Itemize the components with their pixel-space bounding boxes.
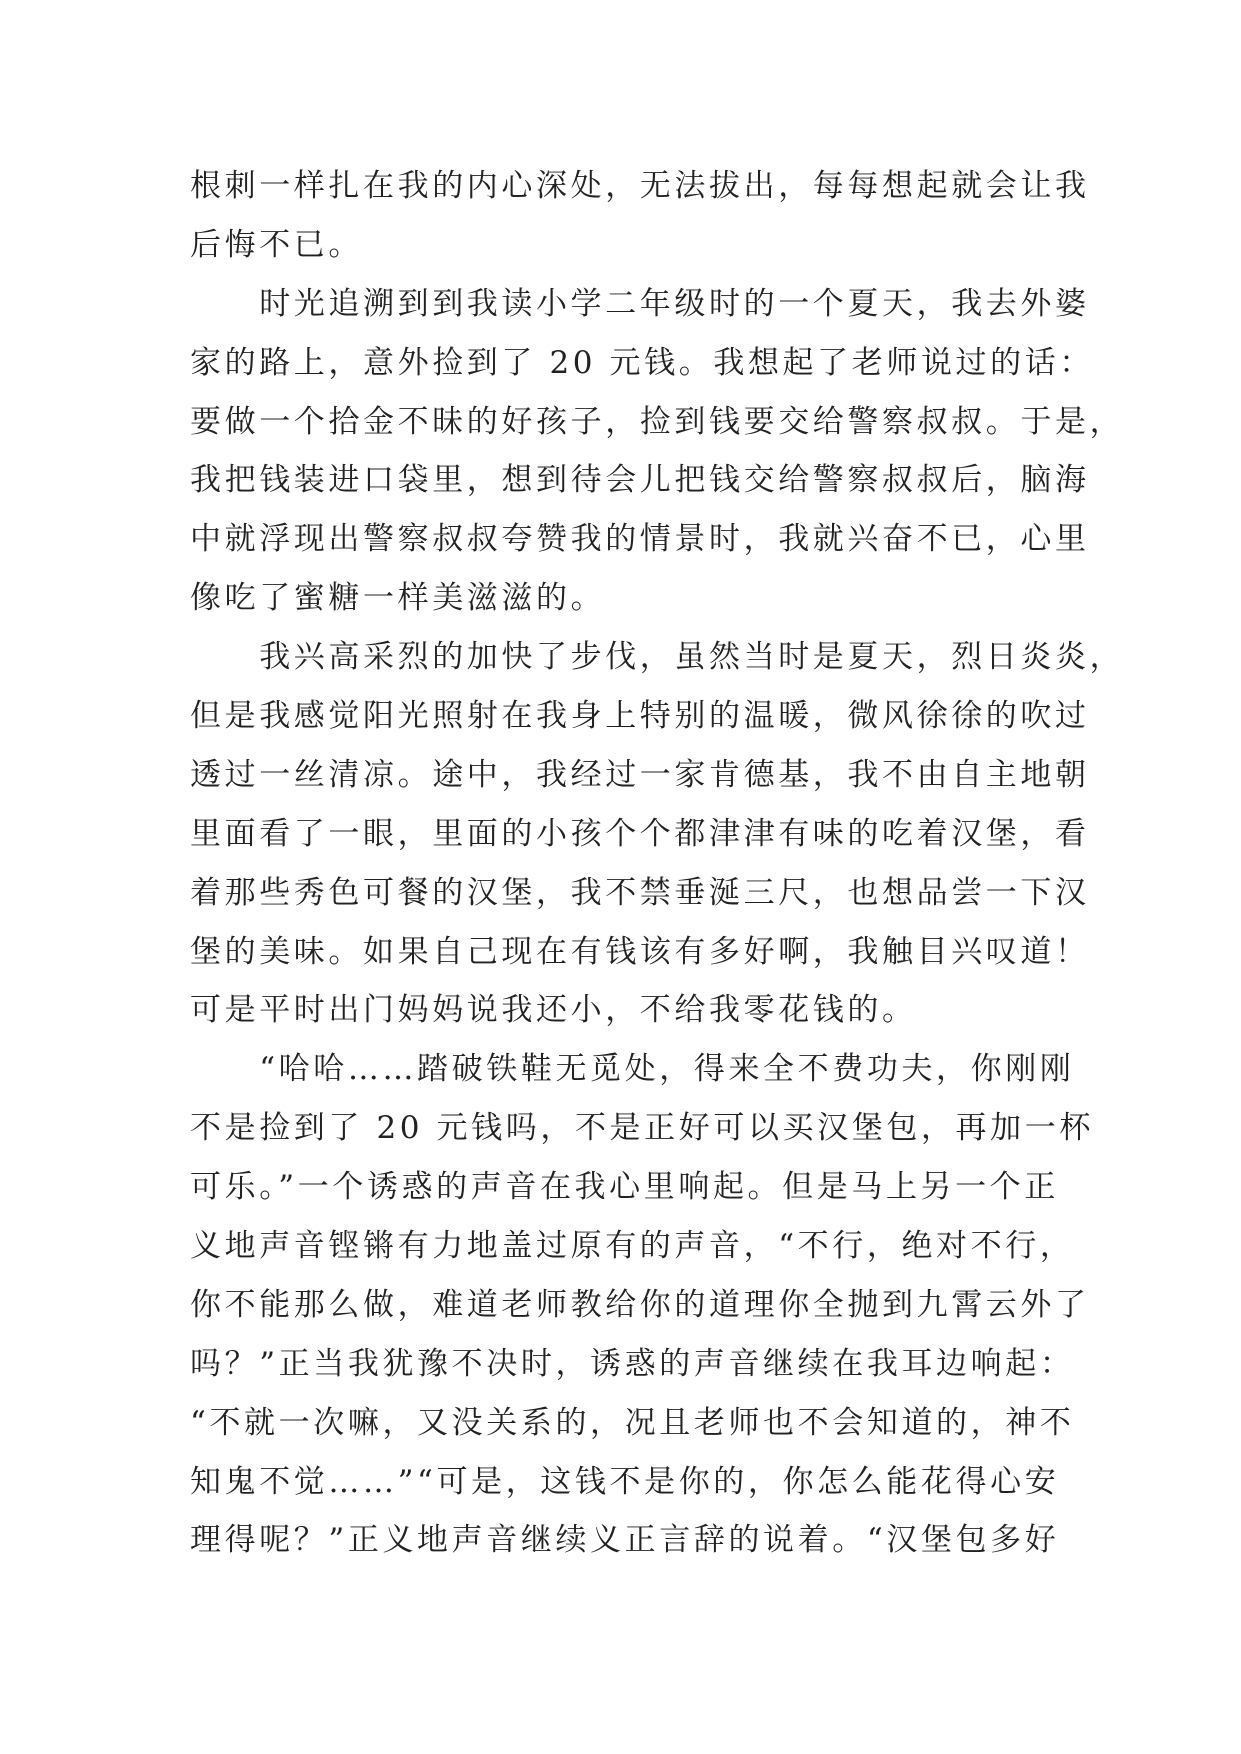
text-line: 像吃了蜜糖一样美滋滋的。 — [190, 580, 606, 617]
text-line: 时光追溯到到我读小学二年级时的一个夏天，我去外婆 — [190, 285, 1090, 322]
text-line: 里面看了一眼，里面的小孩个个都津津有味的吃着汉堡，看 — [190, 815, 1090, 852]
text-line: 知鬼不觉……”“可是，这钱不是你的，你怎么能花得心安 — [190, 1463, 1060, 1500]
text-line: 我把钱装进口袋里，想到待会儿把钱交给警察叔叔后，脑海 — [190, 462, 1090, 499]
text-line: “哈哈……踏破铁鞋无觅处，得来全不费功夫，你刚刚 — [190, 1051, 1075, 1088]
text-line: 可乐。”一个诱惑的声音在我心里响起。但是马上另一个正 — [190, 1169, 1059, 1206]
text-line: 理得呢？”正义地声音继续义正言辞的说着。“汉堡包多好 — [190, 1522, 1060, 1559]
body-text — [190, 157, 1125, 1570]
text-line: “不就一次嘛，又没关系的，况且老师也不会知道的，神不 — [190, 1404, 1075, 1441]
text-line: 中就浮现出警察叔叔夸赞我的情景时，我就兴奋不已，心里 — [190, 521, 1090, 558]
text-line: 着那些秀色可餐的汉堡，我不禁垂涎三尺，也想品尝一下汉 — [190, 874, 1090, 911]
text-line: 堡的美味。如果自己现在有钱该有多好啊，我触目兴叹道！ — [190, 933, 1090, 970]
text-line: 我兴高采烈的加快了步伐，虽然当时是夏天，烈日炎炎， — [190, 639, 1125, 676]
text-line: 吗？”正当我犹豫不决时，诱惑的声音继续在我耳边响起： — [190, 1345, 1075, 1382]
text-line: 要做一个拾金不昧的好孩子，捡到钱要交给警察叔叔。于是， — [190, 403, 1125, 440]
text-line: 透过一丝清凉。途中，我经过一家肯德基，我不由自主地朝 — [190, 756, 1090, 793]
text-line: 根刺一样扎在我的内心深处，无法拔出，每每想起就会让我 — [190, 168, 1090, 204]
text-line: 你不能那么做，难道老师教给你的道理你全抛到九霄云外了 — [190, 1286, 1090, 1323]
text-line: 家的路上，意外捡到了 20 元钱。我想起了老师说过的话： — [190, 344, 1094, 381]
text-line: 可是平时出门妈妈说我还小，不给我零花钱的。 — [190, 992, 917, 1029]
text-line: 后悔不已。 — [190, 226, 363, 263]
text-line: 但是我感觉阳光照射在我身上特别的温暖，微风徐徐的吹过 — [190, 698, 1090, 735]
text-line: 义地声音铿锵有力地盖过原有的声音，“不行，绝对不行， — [190, 1228, 1075, 1265]
text-line: 不是捡到了 20 元钱吗，不是正好可以买汉堡包，再加一杯 — [190, 1110, 1094, 1147]
